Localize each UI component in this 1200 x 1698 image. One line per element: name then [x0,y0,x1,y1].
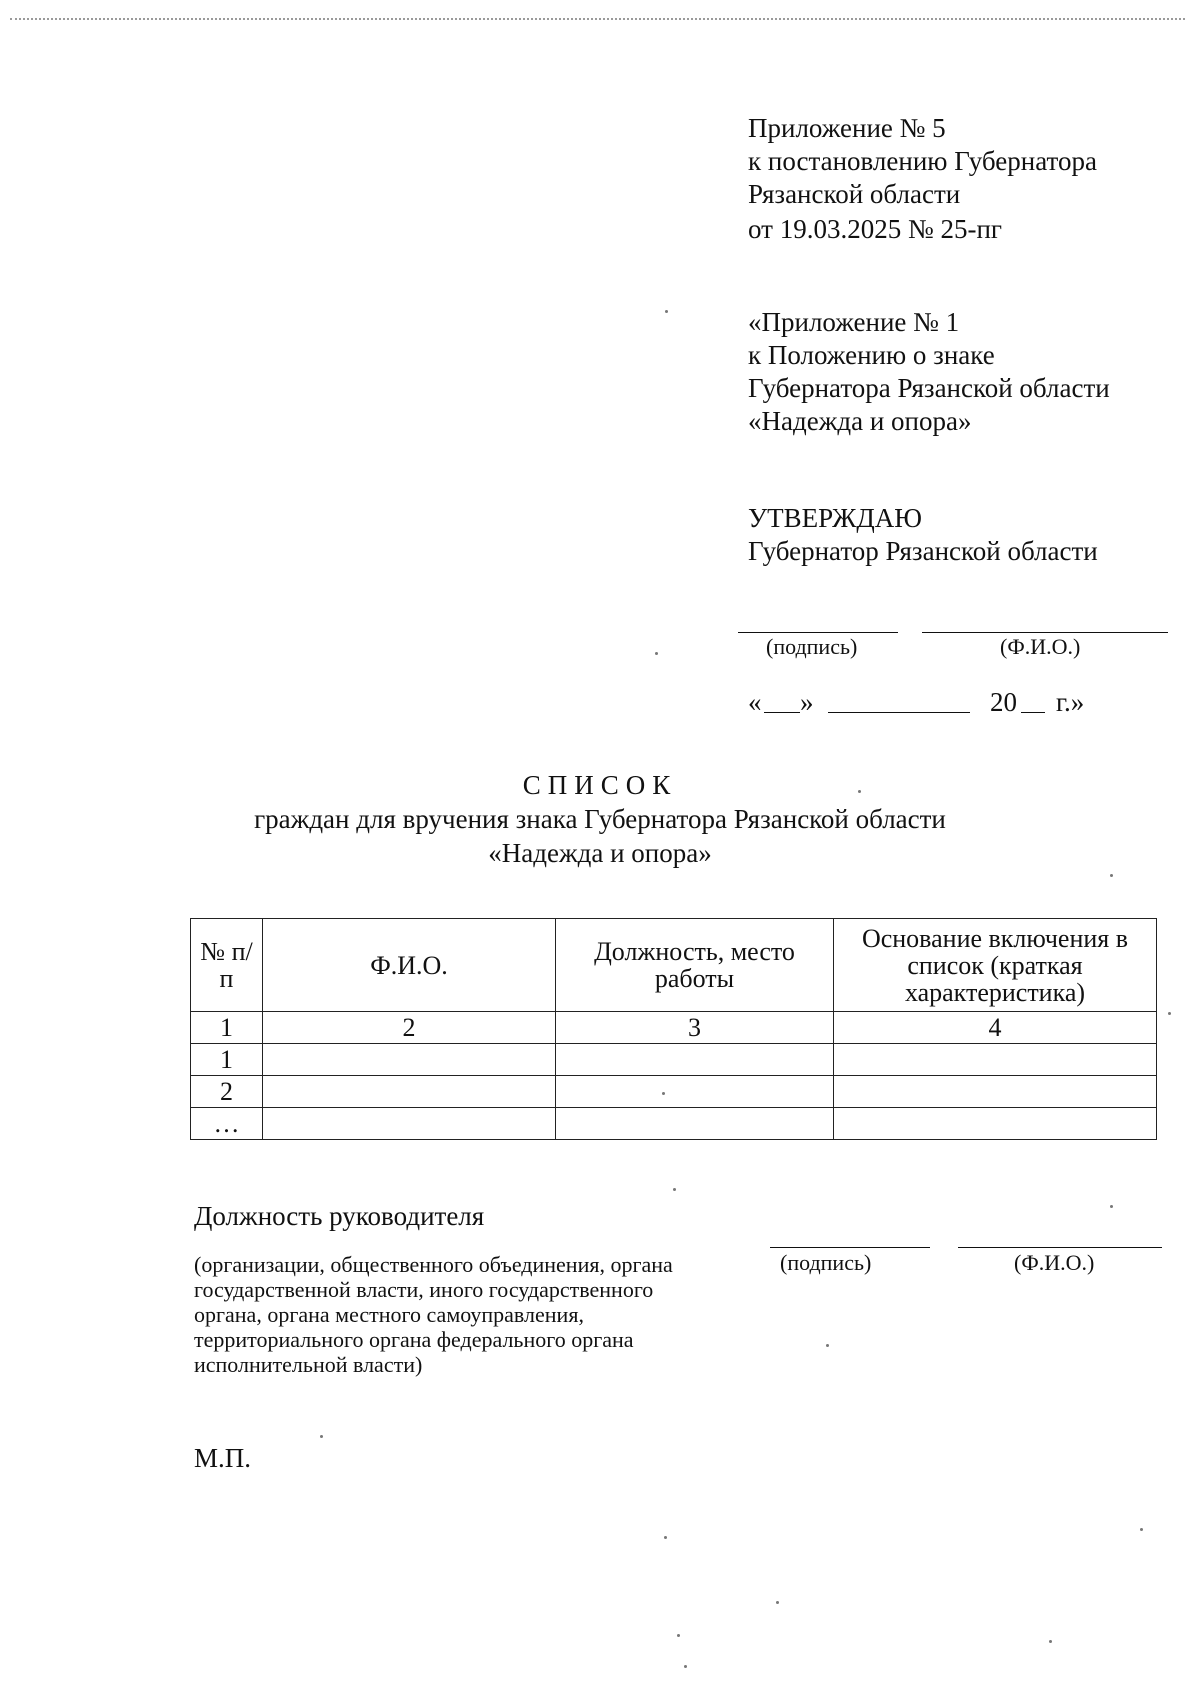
table-cell [263,1044,556,1076]
header-fio: Ф.И.О. [263,919,556,1012]
regulation-governor: Губернатора Рязанской области [748,373,1110,403]
scan-speck [320,1435,323,1438]
scan-speck [1140,1528,1143,1531]
scan-speck [1049,1640,1052,1643]
approval-day-blank [764,712,800,713]
table-row [191,1044,1157,1076]
appendix-number: Приложение № 5 [748,113,946,143]
scan-speck [655,652,658,655]
table-cell: 3 [556,1012,834,1044]
table-cell [556,1076,834,1108]
approval-year-prefix: 20 [990,687,1017,717]
approval-year-blank [1021,712,1045,713]
regulation-appendix-number: «Приложение № 1 [748,307,960,337]
scan-speck [858,790,861,793]
table-cell [263,1108,556,1140]
seal-label: М.П. [194,1443,252,1473]
scan-speck [684,1665,687,1668]
table-header-row [191,919,1157,1012]
manager-signature-caption: (подпись) [780,1250,872,1275]
table-row [191,1076,1157,1108]
table-cell: 2 [263,1012,556,1044]
approval-fio-caption: (Ф.И.О.) [1000,634,1081,659]
appendix-resolution: к постановлению Губернатора [748,146,1097,176]
header-number: № п/п [191,919,263,1012]
scan-speck [665,310,668,313]
approve-label: УТВЕРЖДАЮ [748,503,923,533]
table-cell [834,1076,1157,1108]
manager-position-label: Должность руководителя [194,1201,485,1231]
scan-speck [1110,1205,1113,1208]
scan-speck [776,1601,779,1604]
table-cell: … [191,1108,263,1140]
scan-speck [664,1536,667,1539]
scan-speck [677,1634,680,1637]
scan-edge-line [10,18,1185,20]
scan-speck [826,1344,829,1347]
document-title: СПИСОК [522,770,678,800]
table-cell [556,1108,834,1140]
table-cell: 1 [191,1044,263,1076]
approval-date-close: » [800,687,814,717]
scan-speck [1110,874,1113,877]
table-cell: 4 [834,1012,1157,1044]
table-number-row [191,1012,1157,1044]
manager-note-line: исполнительной власти) [194,1352,423,1377]
approval-signature-caption: (подпись) [766,634,858,659]
approval-date-open: « [748,687,762,717]
citizens-table [190,918,1157,1140]
appendix-header [748,112,1097,246]
regulation-reference [748,306,1110,438]
manager-fio-caption: (Ф.И.О.) [1014,1250,1095,1275]
manager-fio-line [958,1247,1162,1248]
appendix-region: Рязанской области [748,179,961,209]
manager-position-note [194,1252,673,1377]
manager-note-line: органа, органа местного самоуправления, [194,1302,584,1327]
table-cell [834,1108,1157,1140]
scan-speck [673,1188,676,1191]
regulation-line: к Положению о знаке [748,340,995,370]
table-cell: 2 [191,1076,263,1108]
header-position: Должность, место работы [556,919,834,1012]
table-cell [263,1076,556,1108]
manager-note-line: государственной власти, иного государственного [194,1277,654,1302]
header-basis: Основание включения в список (краткая характеристика) [834,919,1157,1012]
table-row [191,1108,1157,1140]
manager-signature-line [770,1247,930,1248]
table-cell [556,1044,834,1076]
table-cell: 1 [191,1012,263,1044]
appendix-date: от 19.03.2025 № 25-пг [748,214,1002,244]
document-subtitle-1: граждан для вручения знака Губернатора Рязанской области [254,804,946,834]
manager-note-line: (организации, общественного объединения, органа [194,1252,673,1277]
approval-signature-line [738,632,898,633]
scan-speck [662,1092,665,1095]
scan-speck [1168,1012,1171,1015]
approval-year-suffix: г.» [1056,687,1085,717]
approval-block [748,502,1098,568]
document-subtitle-2: «Надежда и опора» [488,838,712,868]
approval-fio-line [922,632,1168,633]
regulation-award-name: «Надежда и опора» [748,406,972,436]
approval-month-blank [828,712,970,713]
table-cell [834,1044,1157,1076]
manager-note-line: территориального органа федерального органа [194,1327,634,1352]
approver-title: Губернатор Рязанской области [748,536,1098,566]
